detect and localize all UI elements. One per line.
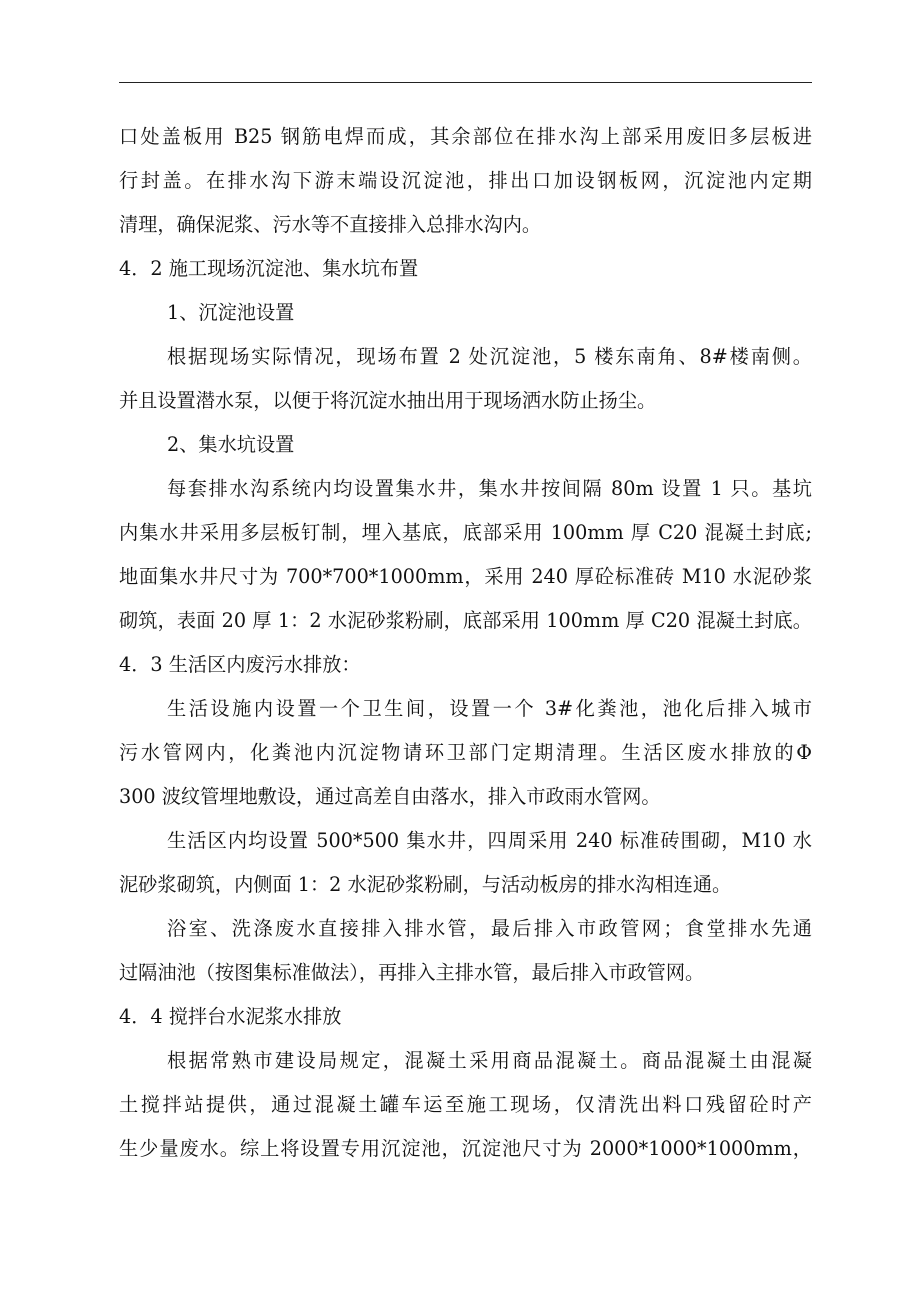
text-line: 生少量废水。综上将设置专用沉淀池，沉淀池尺寸为 2000*1000*1000mm， bbox=[119, 1137, 812, 1160]
text-line: 污水管网内，化粪池内沉淀物请环卫部门定期清理。生活区废水排放的Φ bbox=[119, 741, 812, 764]
section-heading-4-3: 4．3 生活区内废污水排放： bbox=[119, 653, 361, 676]
text-line: 并且设置潜水泵，以便于将沉淀水抽出用于现场洒水防止扬尘。 bbox=[119, 389, 657, 412]
text-line: 口处盖板用 B25 钢筋电焊而成，其余部位在排水沟上部采用废旧多层板进 bbox=[119, 125, 812, 148]
section-heading-4-2: 4．2 施工现场沉淀池、集水坑布置 bbox=[119, 257, 419, 280]
text-line: 泥砂浆砌筑，内侧面 1：2 水泥砂浆粉刷，与活动板房的排水沟相连通。 bbox=[119, 873, 732, 896]
text-line: 地面集水井尺寸为 700*700*1000mm，采用 240 厚砼标准砖 M10 水泥砂浆 bbox=[119, 565, 812, 588]
subheading-sedimentation-tank: 1、沉淀池设置 bbox=[167, 301, 295, 324]
text-line: 过隔油池（按图集标准做法），再排入主排水管，最后排入市政管网。 bbox=[119, 961, 705, 984]
text-line: 清理，确保泥浆、污水等不直接排入总排水沟内。 bbox=[119, 213, 542, 236]
text-line: 根据常熟市建设局规定，混凝土采用商品混凝土。商品混凝土由混凝 bbox=[167, 1049, 812, 1072]
text-line: 内集水井采用多层板钉制，埋入基底，底部采用 100mm 厚 C20 混凝土封底; bbox=[119, 521, 812, 544]
text-line: 行封盖。在排水沟下游末端设沉淀池，排出口加设钢板网，沉淀池内定期 bbox=[119, 169, 812, 192]
text-line: 土搅拌站提供，通过混凝土罐车运至施工现场，仅清洗出料口残留砼时产 bbox=[119, 1093, 812, 1116]
subheading-sump-pit: 2、集水坑设置 bbox=[167, 433, 295, 456]
header-rule bbox=[119, 82, 812, 83]
text-line: 300 波纹管埋地敷设，通过高差自由落水，排入市政雨水管网。 bbox=[119, 785, 661, 808]
section-heading-4-4: 4．4 搅拌台水泥浆水排放 bbox=[119, 1005, 342, 1028]
text-line: 生活区内均设置 500*500 集水井，四周采用 240 标准砖围砌，M10 水 bbox=[167, 829, 812, 852]
text-line: 每套排水沟系统内均设置集水井，集水井按间隔 80m 设置 1 只。基坑 bbox=[167, 477, 812, 500]
text-line: 根据现场实际情况，现场布置 2 处沉淀池，5 楼东南角、8#楼南侧。 bbox=[167, 345, 812, 368]
text-line: 砌筑，表面 20 厚 1：2 水泥砂浆粉刷，底部采用 100mm 厚 C20 混凝土封底。 bbox=[119, 609, 812, 632]
document-body bbox=[119, 115, 812, 1171]
text-line: 生活设施内设置一个卫生间，设置一个 3#化粪池，池化后排入城市 bbox=[167, 697, 812, 720]
text-line: 浴室、洗涤废水直接排入排水管，最后排入市政管网；食堂排水先通 bbox=[167, 917, 812, 940]
